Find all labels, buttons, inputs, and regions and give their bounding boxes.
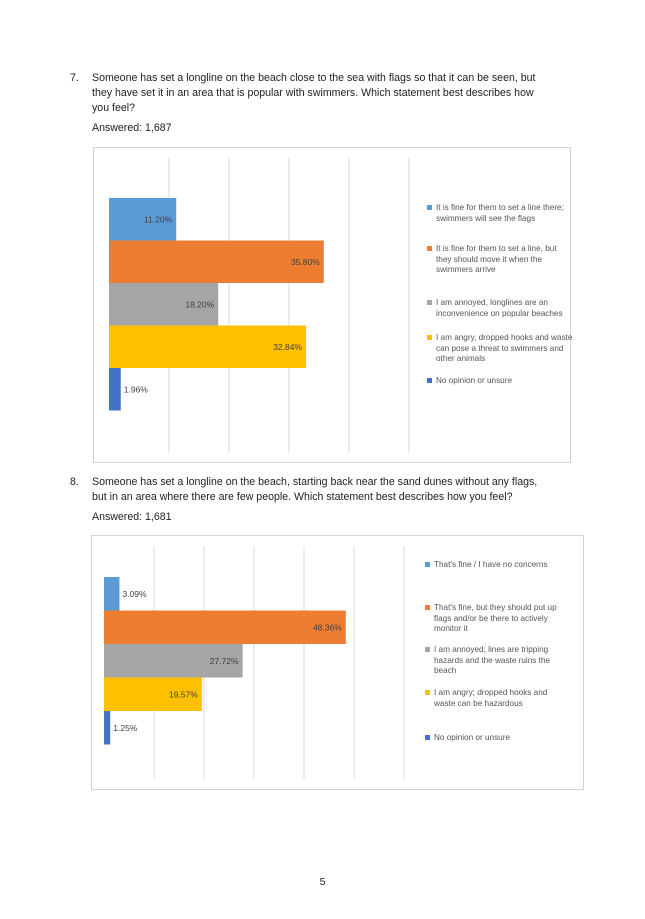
- data-label: 19.57%: [169, 689, 198, 700]
- legend-label: No opinion or unsure: [436, 376, 513, 385]
- bar: [109, 368, 121, 411]
- question-number: 8.: [70, 476, 79, 488]
- legend-swatch: [427, 205, 432, 210]
- legend-label: That's fine / I have no concerns: [434, 560, 548, 569]
- legend-label: I am angry; dropped hooks and: [434, 688, 548, 697]
- data-label: 18.20%: [185, 299, 215, 310]
- question-7: [70, 71, 630, 121]
- chart-question-8: [91, 535, 584, 790]
- question-text-line: Someone has set a longline on the beach, starting back near the sand dunes without any flags,: [92, 476, 538, 488]
- data-label: 3.09%: [122, 588, 147, 599]
- data-label: 48.36%: [312, 622, 342, 633]
- legend-label: I am angry, dropped hooks and waste: [436, 333, 573, 342]
- legend-label: flags and/or be there to actively: [434, 613, 548, 623]
- legend-swatch: [425, 647, 430, 652]
- legend-swatch: [427, 300, 432, 305]
- legend-label: hazards and the waste ruins the: [434, 655, 551, 665]
- page-number: 5: [319, 876, 326, 888]
- legend-label: waste can be hazardous: [434, 698, 523, 708]
- chart-legend: [427, 148, 572, 464]
- data-label: 11.20%: [143, 214, 173, 225]
- data-label: 27.72%: [209, 655, 239, 666]
- question-8: [70, 475, 630, 507]
- legend-label: swimmers arrive: [436, 265, 496, 274]
- legend-label: swimmers will see the flags: [436, 213, 536, 223]
- legend-swatch: [427, 378, 432, 383]
- legend-label: other animals: [436, 354, 486, 363]
- bar: [104, 577, 119, 611]
- legend-swatch: [427, 335, 432, 340]
- bar: [104, 711, 110, 745]
- data-label: 1.25%: [113, 722, 138, 733]
- legend-label: beach: [434, 666, 457, 675]
- question-number: 7.: [70, 72, 79, 84]
- legend-swatch: [425, 690, 430, 695]
- legend-label: It is fine for them to set a line there;: [436, 203, 564, 212]
- legend-label: monitor it: [434, 624, 468, 633]
- legend-label: I am annoyed; lines are tripping: [434, 645, 549, 654]
- question-text-line: but in an area where there are few people. Which statement best describes how you feel?: [92, 491, 513, 503]
- legend-label: That's fine, but they should put up: [434, 603, 557, 612]
- legend-label: It is fine for them to set a line, but: [436, 244, 557, 253]
- data-label: 32.84%: [273, 341, 303, 352]
- legend-label: can pose a threat to swimmers and: [436, 343, 564, 353]
- chart-legend: [425, 536, 585, 791]
- data-label: 35.80%: [290, 256, 320, 267]
- question-text-line: Someone has set a longline on the beach close to the sea with flags so that it can be seen, but: [92, 72, 536, 84]
- legend-swatch: [425, 605, 430, 610]
- legend-label: they should move it when the: [436, 254, 543, 264]
- legend-label: No opinion or unsure: [434, 733, 511, 742]
- question-text-line: you feel?: [92, 102, 135, 114]
- question-text-line: they have set it in an area that is popular with swimmers. Which statement best describes how: [92, 87, 534, 99]
- answered-count: Answered: 1,681: [92, 511, 172, 523]
- legend-swatch: [427, 246, 432, 251]
- bar: [104, 611, 346, 645]
- data-label: 1.96%: [123, 384, 148, 395]
- chart-question-7: [93, 147, 571, 463]
- legend-label: inconvenience on popular beaches: [436, 308, 563, 318]
- legend-swatch: [425, 562, 430, 567]
- answered-count: Answered: 1,687: [92, 122, 172, 134]
- legend-label: I am annoyed, longlines are an: [436, 298, 548, 307]
- legend-swatch: [425, 735, 430, 740]
